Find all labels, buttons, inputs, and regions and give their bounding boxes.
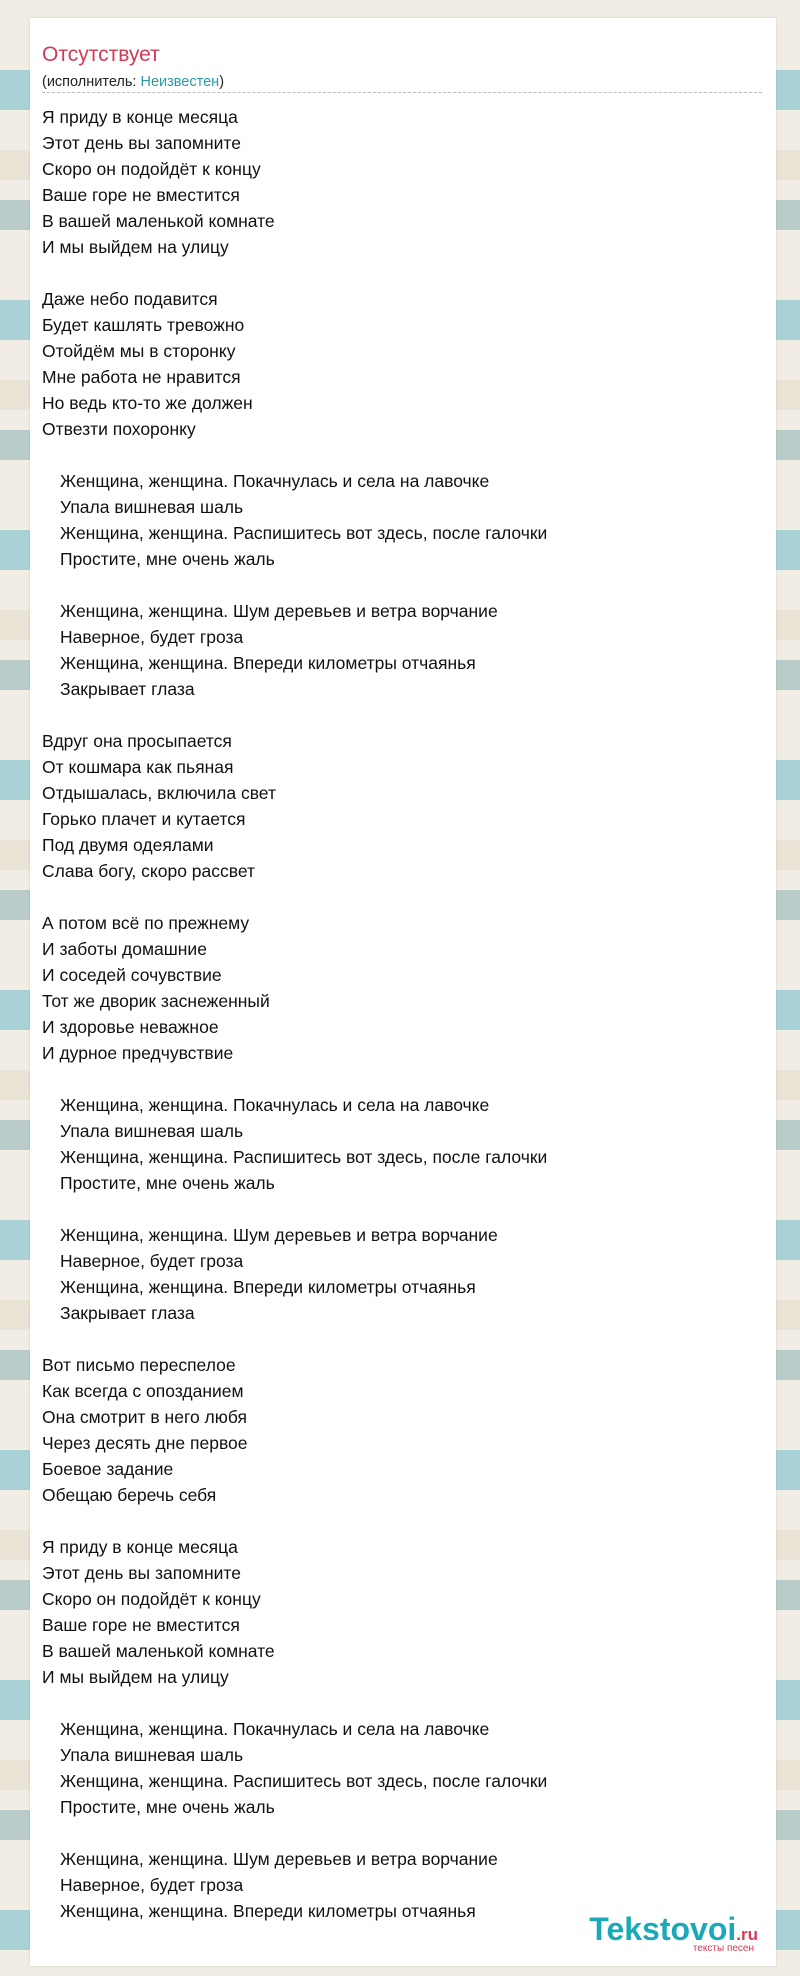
- lyric-line: Простите, мне очень жаль: [60, 1797, 275, 1817]
- lyric-line: Ваше горе не вместится: [42, 1615, 240, 1635]
- artist-line: [42, 74, 224, 90]
- lyric-line: И мы выйдем на улицу: [42, 1667, 229, 1687]
- lyric-line: Женщина, женщина. Покачнулась и села на лавочке: [60, 471, 490, 491]
- artist-link[interactable]: Неизвестен: [140, 74, 220, 90]
- song-title: Отсутствует: [42, 43, 160, 66]
- lyric-line: Простите, мне очень жаль: [60, 549, 275, 569]
- lyric-line: В вашей маленькой комнате: [42, 1641, 275, 1661]
- lyrics-card: [30, 18, 776, 1966]
- lyric-line: Она смотрит в него любя: [42, 1407, 248, 1427]
- artist-prefix: (исполнитель:: [42, 74, 141, 90]
- lyric-line: Женщина, женщина. Впереди километры отчаянья: [60, 653, 476, 673]
- lyric-line: Закрывает глаза: [60, 679, 195, 699]
- stanza-gap: [42, 1326, 762, 1352]
- lyric-line: Будет кашлять тревожно: [42, 315, 245, 335]
- lyric-line: Женщина, женщина. Распишитесь вот здесь, после галочки: [60, 523, 548, 543]
- lyric-line: Тот же дворик заснеженный: [42, 991, 270, 1011]
- lyric-line: Ваше горе не вместится: [42, 185, 240, 205]
- stanza-gap: [42, 1196, 762, 1222]
- lyric-line: И мы выйдем на улицу: [42, 237, 229, 257]
- lyric-line: И заботы домашние: [42, 939, 207, 959]
- stanza-gap: [42, 1066, 762, 1092]
- lyric-line: Этот день вы запомните: [42, 1563, 241, 1583]
- lyric-line: Мне работа не нравится: [42, 367, 241, 387]
- lyric-line: Упала вишневая шаль: [60, 497, 244, 517]
- lyric-line: От кошмара как пьяная: [42, 757, 234, 777]
- lyric-line: Я приду в конце месяца: [42, 1537, 238, 1557]
- lyric-line: Под двумя одеялами: [42, 835, 214, 855]
- lyric-line: Скоро он подойдёт к концу: [42, 1589, 261, 1609]
- lyric-line: Женщина, женщина. Покачнулась и села на лавочке: [60, 1095, 490, 1115]
- artist-suffix: ): [219, 74, 225, 90]
- site-logo[interactable]: [589, 1913, 758, 1954]
- lyric-line: Женщина, женщина. Шум деревьев и ветра ворчание: [60, 1225, 498, 1245]
- stanza-gap: [42, 1508, 762, 1534]
- lyric-line: Горько плачет и кутается: [42, 809, 246, 829]
- lyric-line: И здоровье неважное: [42, 1017, 219, 1037]
- lyric-line: Боевое задание: [42, 1459, 174, 1479]
- lyric-line: Этот день вы запомните: [42, 133, 241, 153]
- title-divider: [42, 92, 762, 93]
- lyric-line: А потом всё по прежнему: [42, 913, 250, 933]
- lyric-line: Наверное, будет гроза: [60, 1875, 244, 1895]
- lyric-line: Даже небо подавится: [42, 289, 218, 309]
- lyric-line: Отойдём мы в сторонку: [42, 341, 236, 361]
- lyric-line: Упала вишневая шаль: [60, 1745, 244, 1765]
- lyric-line: В вашей маленькой комнате: [42, 211, 275, 231]
- stanza-gap: [42, 1820, 762, 1846]
- lyric-line: Женщина, женщина. Покачнулась и села на лавочке: [60, 1719, 490, 1739]
- lyric-line: Женщина, женщина. Впереди километры отчаянья: [60, 1277, 476, 1297]
- lyric-line: Наверное, будет гроза: [60, 627, 244, 647]
- lyric-line: Вдруг она просыпается: [42, 731, 232, 751]
- lyric-line: Через десять дне первое: [42, 1433, 248, 1453]
- stanza-gap: [42, 442, 762, 468]
- lyric-line: Как всегда с опозданием: [42, 1381, 244, 1401]
- lyric-line: Женщина, женщина. Шум деревьев и ветра ворчание: [60, 601, 498, 621]
- stanza-gap: [42, 260, 762, 286]
- lyric-line: И дурное предчувствие: [42, 1043, 234, 1063]
- lyric-line: Упала вишневая шаль: [60, 1121, 244, 1141]
- lyric-line: Простите, мне очень жаль: [60, 1173, 275, 1193]
- lyric-line: Женщина, женщина. Распишитесь вот здесь, после галочки: [60, 1771, 548, 1791]
- logo-suffix: .ru: [736, 1925, 758, 1944]
- lyric-line: Скоро он подойдёт к концу: [42, 159, 261, 179]
- lyric-line: Закрывает глаза: [60, 1303, 195, 1323]
- lyrics-body: [42, 104, 762, 1924]
- lyric-line: Женщина, женщина. Распишитесь вот здесь, после галочки: [60, 1147, 548, 1167]
- logo-name: Tekstovoi: [589, 1911, 737, 1947]
- logo-tagline: тексты песен: [692, 1943, 754, 1954]
- lyric-line: Отвезти похоронку: [42, 419, 196, 439]
- stanza-gap: [42, 1690, 762, 1716]
- lyric-line: Женщина, женщина. Шум деревьев и ветра ворчание: [60, 1849, 498, 1869]
- lyric-line: Я приду в конце месяца: [42, 107, 238, 127]
- stanza-gap: [42, 702, 762, 728]
- lyric-line: Женщина, женщина. Впереди километры отчаянья: [60, 1901, 476, 1921]
- lyric-line: Отдышалась, включила свет: [42, 783, 276, 803]
- lyric-line: Вот письмо переспелое: [42, 1355, 236, 1375]
- stanza-gap: [42, 572, 762, 598]
- stanza-gap: [42, 884, 762, 910]
- lyric-line: Но ведь кто-то же должен: [42, 393, 253, 413]
- lyric-line: Обещаю беречь себя: [42, 1485, 217, 1505]
- lyric-line: Наверное, будет гроза: [60, 1251, 244, 1271]
- lyric-line: Слава богу, скоро рассвет: [42, 861, 256, 881]
- lyric-line: И соседей сочувствие: [42, 965, 222, 985]
